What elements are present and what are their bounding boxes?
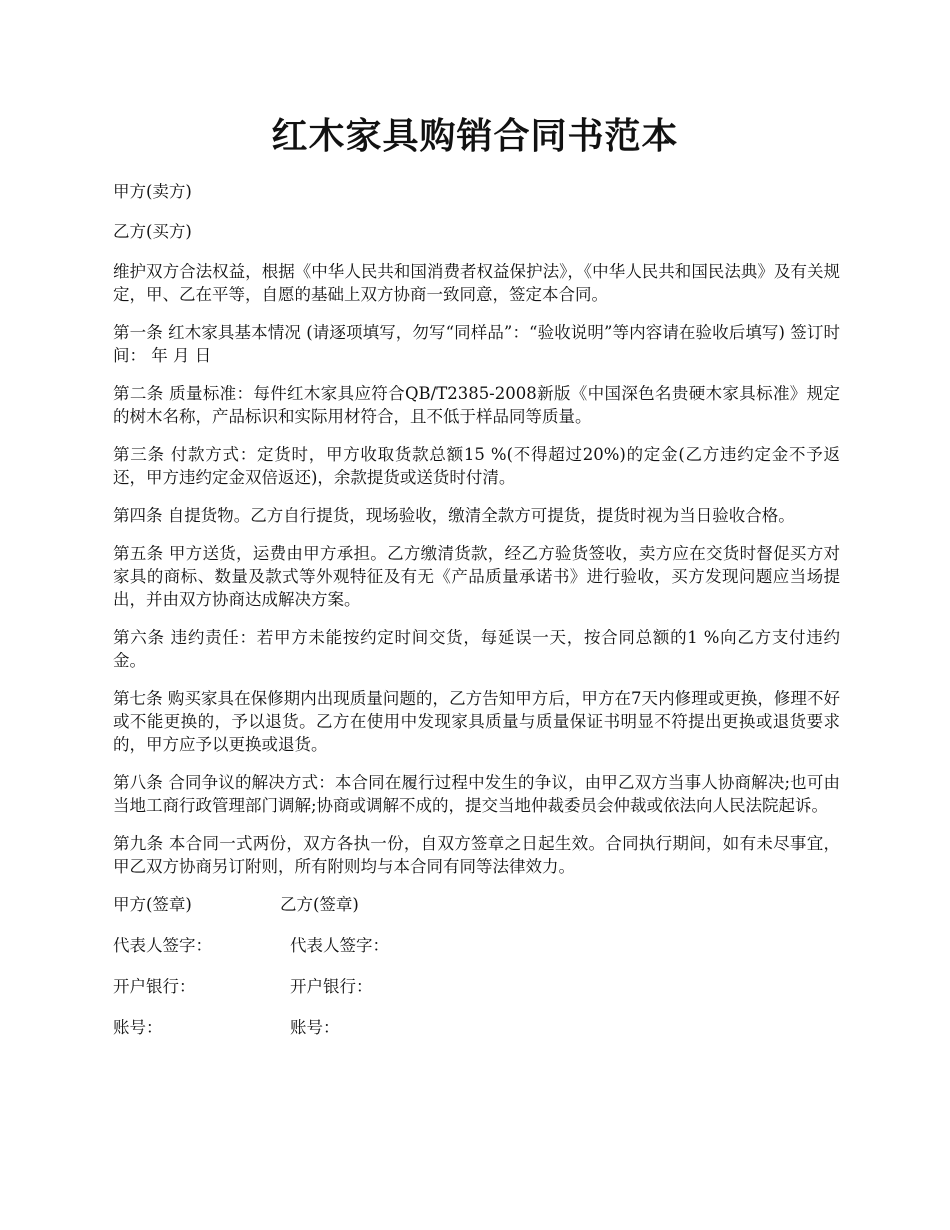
clause-8: 第八条 合同争议的解决方式：本合同在履行过程中发生的争议，由甲乙双方当事人协商解决;也可由当地工商行政管理部门调解;协商或调解不成的，提交当地仲裁委员会仲裁或依法向人民法院起诉。 [113, 773, 840, 815]
preamble: 维护双方合法权益，根据《中华人民共和国消费者权益保护法》，《中华人民共和国民法典》及有关规定，甲、乙在平等，自愿的基础上双方协商一致同意，签定本合同。 [113, 262, 840, 304]
document-body [113, 180, 840, 1057]
signature-bank-row [113, 975, 840, 998]
clause-2: 第二条 质量标准：每件红木家具应符合QB/T2385-2008新版《中国深色名贵硬木家具标准》规定的树木名称，产品标识和实际用材符合，且不低于样品同等质量。 [113, 384, 840, 426]
signature-seal-row [113, 893, 840, 916]
signature-rep-row [113, 934, 840, 957]
party-seller: 甲方(卖方) [113, 182, 192, 201]
signature-account-row [113, 1016, 840, 1039]
buyer-rep-label: 代表人签字： [290, 936, 389, 955]
seller-rep-label: 代表人签字： [113, 936, 212, 955]
seller-seal-label: 甲方(签章) [113, 895, 192, 914]
clause-4: 第四条 自提货物。乙方自行提货，现场验收，缴清全款方可提货，提货时视为当日验收合格。 [113, 506, 795, 525]
clause-7: 第七条 购买家具在保修期内出现质量问题的，乙方告知甲方后，甲方在7天内修理或更换，修理不好或不能更换的，予以退货。乙方在使用中发现家具质量与质量保证书明显不符提出更换或退货要求的，甲方应予以更换或退货。 [113, 689, 840, 754]
buyer-seal-label: 乙方(签章) [280, 895, 359, 914]
clause-6: 第六条 违约责任：若甲方未能按约定时间交货，每延误一天，按合同总额的1 %向乙方支付违约金。 [113, 628, 840, 670]
clause-9: 第九条 本合同一式两份，双方各执一份，自双方签章之日起生效。合同执行期间，如有未尽事宜，甲乙双方协商另订附则，所有附则均与本合同有同等法律效力。 [113, 834, 840, 876]
seller-account-label: 账号： [113, 1018, 163, 1037]
party-buyer: 乙方(买方) [113, 222, 192, 241]
document-title: 红木家具购销合同书范本 [271, 115, 679, 157]
buyer-account-label: 账号： [290, 1018, 340, 1037]
buyer-bank-label: 开户银行： [290, 977, 373, 996]
seller-bank-label: 开户银行： [113, 977, 196, 996]
clause-3: 第三条 付款方式：定货时，甲方收取货款总额15 %(不得超过20%)的定金(乙方违约定金不予返还，甲方违约定金双倍返还)，余款提货或送货时付清。 [113, 445, 840, 487]
clause-1: 第一条 红木家具基本情况 (请逐项填写，勿写“同样品”：“验收说明”等内容请在验收后填写) 签订时间： 年 月 日 [113, 323, 840, 365]
clause-5: 第五条 甲方送货，运费由甲方承担。乙方缴清货款，经乙方验货签收，卖方应在交货时督促买方对家具的商标、数量及款式等外观特征及有无《产品质量承诺书》进行验收，买方发现问题应当场提出，并由双方协商达成解决方案。 [113, 544, 840, 609]
